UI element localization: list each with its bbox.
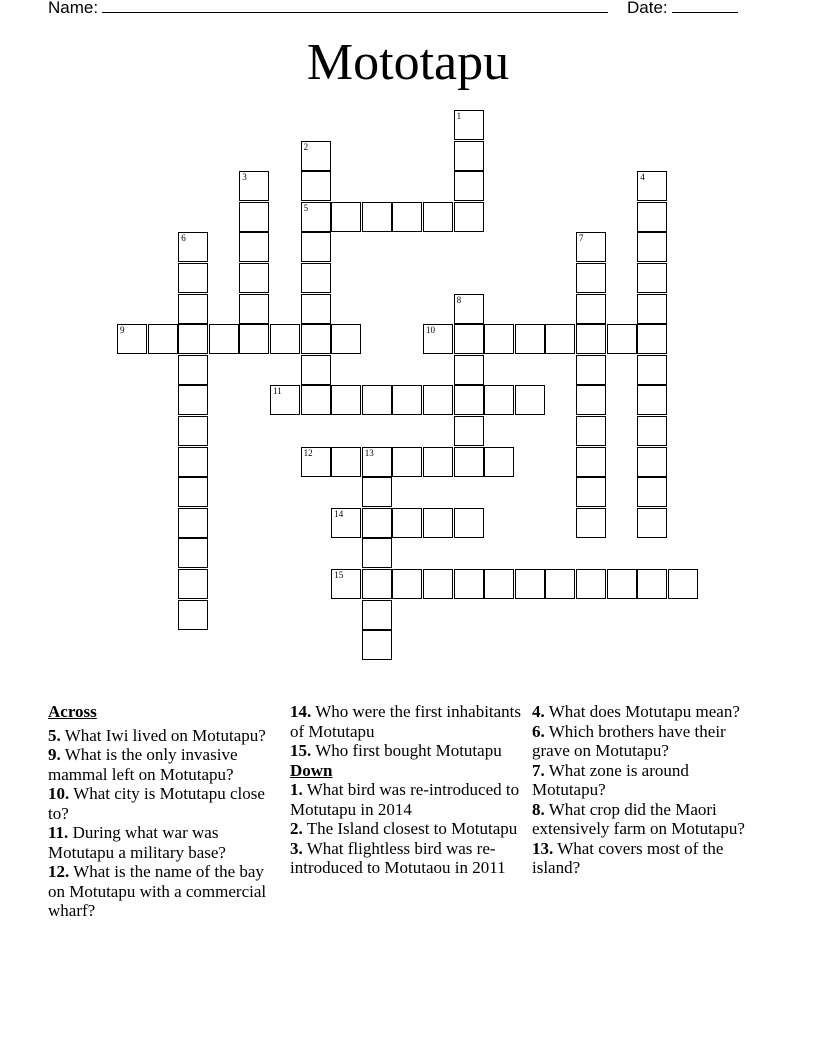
grid-cell[interactable] — [576, 294, 606, 324]
clue-text: What is the name of the bay on Motutapu with a commercial wharf? — [48, 862, 267, 920]
grid-cell[interactable] — [301, 294, 331, 324]
clue-text: What flightless bird was re-introduced to Motutaou in 2011 — [290, 838, 506, 877]
clue-number: 15. — [290, 741, 312, 760]
grid-cell[interactable] — [239, 294, 269, 324]
grid-cell[interactable] — [637, 232, 667, 262]
cell-number: 11 — [273, 386, 282, 397]
grid-cell[interactable] — [362, 508, 392, 538]
clue-item — [48, 745, 280, 784]
page-title: Mototapu — [306, 34, 510, 91]
clue-number: 7. — [532, 760, 545, 780]
clue-text: What city is Motutapu close to? — [48, 784, 265, 823]
cell-number: 7 — [579, 233, 584, 244]
grid-cell[interactable] — [178, 324, 208, 354]
cell-number: 12 — [303, 447, 313, 458]
grid-cell[interactable] — [454, 294, 484, 324]
grid-cell[interactable] — [576, 355, 606, 385]
clue-number: 11. — [48, 823, 69, 842]
grid-cell[interactable] — [423, 385, 453, 415]
grid-cell[interactable] — [454, 355, 484, 385]
grid-cell[interactable] — [423, 508, 453, 538]
clue-item — [290, 839, 522, 878]
grid-cell[interactable] — [301, 263, 331, 293]
grid-cell[interactable] — [576, 447, 606, 477]
clue-column-3 — [532, 702, 764, 878]
grid-cell[interactable] — [239, 263, 269, 293]
clue-text: What Iwi lived on Motutapu? — [60, 725, 266, 745]
grid-cell[interactable] — [423, 569, 453, 599]
grid-cell[interactable] — [637, 416, 667, 446]
grid-cell[interactable] — [178, 600, 208, 630]
grid-cell[interactable] — [178, 232, 208, 262]
grid-cell[interactable] — [392, 202, 422, 232]
grid-cell[interactable] — [178, 385, 208, 415]
grid-cell[interactable] — [484, 324, 514, 354]
grid-cell[interactable] — [454, 447, 484, 477]
date-field[interactable] — [672, 0, 738, 13]
grid-cell[interactable] — [178, 263, 208, 293]
clue-item — [290, 780, 522, 819]
grid-cell[interactable] — [362, 477, 392, 507]
cell-number: 3 — [242, 172, 247, 183]
grid-cell[interactable] — [607, 324, 637, 354]
grid-cell[interactable] — [392, 508, 422, 538]
grid-cell[interactable] — [576, 263, 606, 293]
grid-cell[interactable] — [454, 110, 484, 140]
cell-number: 9 — [120, 325, 125, 336]
grid-cell[interactable] — [576, 385, 606, 415]
clue-heading: Across — [48, 702, 97, 721]
grid-cell[interactable] — [331, 508, 361, 538]
grid-cell[interactable] — [117, 324, 147, 354]
cell-number: 13 — [364, 447, 374, 458]
clue-item — [290, 741, 522, 761]
clue-text: The Island closest to Motutapu — [302, 819, 518, 838]
clue-item — [532, 839, 764, 878]
grid-cell[interactable] — [362, 600, 392, 630]
grid-cell[interactable] — [362, 385, 392, 415]
grid-cell[interactable] — [576, 416, 606, 446]
grid-cell[interactable] — [362, 447, 392, 477]
grid-cell[interactable] — [637, 447, 667, 477]
clue-number: 12. — [48, 862, 70, 881]
grid-cell[interactable] — [239, 232, 269, 262]
grid-cell[interactable] — [607, 569, 637, 599]
clue-number: 5. — [48, 725, 61, 745]
grid-cell[interactable] — [178, 355, 208, 385]
clue-column-1 — [48, 702, 280, 921]
grid-cell[interactable] — [637, 385, 667, 415]
grid-cell[interactable] — [454, 141, 484, 171]
grid-cell[interactable] — [331, 324, 361, 354]
grid-cell[interactable] — [362, 569, 392, 599]
grid-cell[interactable] — [454, 324, 484, 354]
clue-number: 13. — [532, 838, 554, 858]
grid-cell[interactable] — [178, 569, 208, 599]
cell-number: 5 — [303, 202, 309, 213]
grid-cell[interactable] — [331, 447, 361, 477]
clue-number: 10. — [48, 784, 70, 803]
grid-cell[interactable] — [423, 324, 453, 354]
cell-number: 2 — [303, 141, 309, 152]
clue-item — [532, 800, 764, 839]
grid-cell[interactable] — [239, 324, 269, 354]
grid-cell[interactable] — [576, 508, 606, 538]
clue-text: What zone is around Motutapu? — [532, 760, 689, 799]
grid-cell[interactable] — [301, 355, 331, 385]
clue-text: During what war was Motutapu a military base? — [48, 823, 226, 862]
grid-cell[interactable] — [576, 232, 606, 262]
grid-cell[interactable] — [178, 416, 208, 446]
grid-cell[interactable] — [576, 477, 606, 507]
clue-item — [532, 761, 764, 800]
grid-cell[interactable] — [301, 171, 331, 201]
clue-text: What bird was re-introduced to Motutapu in 2014 — [290, 780, 520, 819]
cell-number: 10 — [426, 325, 435, 336]
grid-cell[interactable] — [178, 538, 208, 568]
clue-item — [48, 784, 280, 823]
clue-number: 2. — [290, 819, 303, 838]
clue-text: What covers most of the island? — [532, 838, 724, 877]
cell-number: 4 — [640, 172, 645, 183]
grid-cell[interactable] — [637, 263, 667, 293]
grid-cell[interactable] — [637, 202, 667, 232]
grid-cell[interactable] — [637, 355, 667, 385]
clue-item — [532, 702, 764, 722]
cell-number: 8 — [456, 294, 462, 305]
clue-number: 9. — [48, 745, 61, 764]
grid-cell[interactable] — [515, 569, 545, 599]
cell-number: 15 — [334, 570, 344, 580]
name-field[interactable] — [102, 0, 608, 13]
clue-text: Which brothers have their grave on Motutapu? — [532, 721, 726, 760]
clue-item — [48, 726, 280, 746]
grid-cell[interactable] — [637, 294, 667, 324]
grid-cell[interactable] — [668, 569, 698, 599]
grid-cell[interactable] — [331, 202, 361, 232]
grid-cell[interactable] — [484, 447, 514, 477]
clue-item — [290, 702, 522, 741]
clue-number: 1. — [290, 780, 303, 799]
grid-cell[interactable] — [454, 508, 484, 538]
grid-cell[interactable] — [637, 171, 667, 201]
grid-cell[interactable] — [545, 324, 575, 354]
grid-cell[interactable] — [331, 385, 361, 415]
cell-number: 6 — [181, 233, 186, 244]
grid-cell[interactable] — [454, 202, 484, 232]
clue-text: What is the only invasive mammal left on Motutapu? — [48, 745, 238, 784]
clue-item — [48, 823, 280, 862]
grid-cell[interactable] — [301, 202, 331, 232]
grid-cell[interactable] — [331, 569, 361, 599]
grid-cell[interactable] — [484, 385, 514, 415]
grid-cell[interactable] — [362, 630, 392, 660]
clue-item — [532, 722, 764, 761]
grid-cell[interactable] — [148, 324, 178, 354]
grid-cell[interactable] — [270, 385, 300, 415]
grid-cell[interactable] — [178, 294, 208, 324]
grid-cell[interactable] — [576, 569, 606, 599]
cell-number: 14 — [334, 508, 344, 519]
grid-cell[interactable] — [454, 171, 484, 201]
grid-cell[interactable] — [392, 385, 422, 415]
grid-cell[interactable] — [392, 447, 422, 477]
grid-cell[interactable] — [392, 569, 422, 599]
clue-text: What crop did the Maori extensively farm on Motutapu? — [532, 799, 745, 838]
clue-item — [290, 819, 522, 839]
name-label: Name: — [48, 0, 99, 17]
clue-number: 4. — [532, 702, 545, 721]
grid-cell[interactable] — [239, 202, 269, 232]
grid-cell[interactable] — [178, 477, 208, 507]
clue-number: 6. — [532, 721, 545, 741]
clue-text: What does Motutapu mean? — [544, 702, 740, 721]
grid-cell[interactable] — [637, 477, 667, 507]
grid-cell[interactable] — [239, 171, 269, 201]
grid-cell[interactable] — [545, 569, 575, 599]
grid-cell[interactable] — [178, 447, 208, 477]
grid-cell[interactable] — [362, 202, 392, 232]
grid-cell[interactable] — [454, 416, 484, 446]
grid-cell[interactable] — [301, 324, 331, 354]
clue-number: 8. — [532, 799, 545, 819]
cell-number: 1 — [456, 111, 462, 121]
grid-cell[interactable] — [637, 569, 667, 599]
grid-cell[interactable] — [270, 324, 300, 354]
grid-cell[interactable] — [454, 385, 484, 415]
grid-cell[interactable] — [301, 447, 331, 477]
grid-cell[interactable] — [484, 569, 514, 599]
grid-cell[interactable] — [209, 324, 239, 354]
clue-item — [48, 862, 280, 921]
name-date-header — [48, 0, 668, 18]
date-label: Date: — [627, 0, 668, 17]
clue-text: Who were the first inhabitants of Motutapu — [290, 702, 522, 741]
clue-column-2 — [290, 702, 522, 878]
grid-cell[interactable] — [301, 232, 331, 262]
clue-heading: Down — [290, 760, 333, 780]
grid-cell[interactable] — [576, 324, 606, 354]
grid-cell[interactable] — [362, 538, 392, 568]
grid-cell[interactable] — [301, 141, 331, 171]
clue-number: 14. — [290, 702, 312, 721]
grid-cell[interactable] — [637, 324, 667, 354]
grid-cell[interactable] — [301, 385, 331, 415]
grid-cell[interactable] — [515, 324, 545, 354]
grid-cell[interactable] — [637, 508, 667, 538]
grid-cell[interactable] — [454, 569, 484, 599]
grid-cell[interactable] — [515, 385, 545, 415]
grid-cell[interactable] — [423, 202, 453, 232]
grid-cell[interactable] — [423, 447, 453, 477]
clue-text: Who first bought Motutapu — [311, 741, 502, 760]
grid-cell[interactable] — [178, 508, 208, 538]
clue-number: 3. — [290, 838, 303, 858]
